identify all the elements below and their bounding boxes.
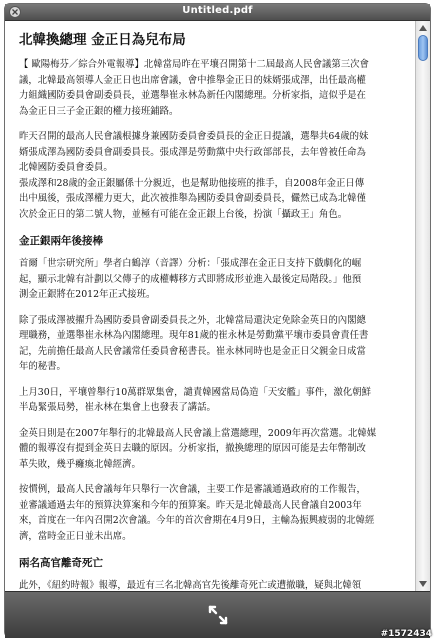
window-title: Untitled.pdf bbox=[182, 5, 253, 16]
section-paragraphs bbox=[19, 256, 407, 544]
text-line: 議，北韓最高領導人金正日也出席會議，會中推舉金正日的妹婿張成澤，出任最高權 bbox=[19, 74, 366, 86]
paragraph bbox=[19, 313, 407, 375]
document-content bbox=[19, 29, 407, 635]
intro-paragraphs bbox=[19, 57, 407, 222]
scroll-down-arrow-icon[interactable] bbox=[418, 579, 428, 589]
text-line: 革失敗，幾乎癱瘓北韓經濟。 bbox=[19, 458, 141, 470]
text-line: 按慣例，最高人民會議每年只舉行一次會議，主要工作是審議通過政府的工作報告， bbox=[19, 484, 366, 495]
text-line: 力組織國防委員會副委員長，並選舉崔永林為新任內閣總理。分析家指，這似乎是在 bbox=[19, 90, 366, 101]
text-line: 張成澤和28歲的金正銀屬係十分親近，也是幫助他接班的推手，自2008年金正日傳 bbox=[19, 177, 365, 189]
article-title: 北韓換總理 金正日為兒布局 bbox=[19, 32, 186, 48]
text-line: 濟，當時金正日並未出席。 bbox=[19, 530, 132, 542]
paragraph bbox=[19, 256, 407, 303]
text-line: 記，先前擔任最高人民會議常任委員會秘書長。崔永林同時也是金正日父親金日成當 bbox=[19, 345, 366, 357]
text-line: 出中風後，張成澤權力更大，此次被推舉為國防委員會副委員長，儼然已成為北韓僅 bbox=[19, 193, 366, 204]
vertical-scrollbar[interactable] bbox=[415, 21, 430, 591]
text-line: 並審議通過去年的預算決算案和今年的預算案。昨天是北韓最高人民會議自2003年 bbox=[19, 499, 362, 511]
text-line: 測金正銀將在2012年正式接班。 bbox=[19, 289, 156, 300]
paragraph bbox=[19, 129, 407, 222]
pdf-viewer-window bbox=[4, 3, 431, 638]
text-line: 【 歐陽梅芬／綜合外電報導】北韓當局昨在平壤召開第十二屆最高人民會議第三次會 bbox=[19, 59, 369, 70]
text-line: 金英日則是在2007年舉行的北韓最高人民會議上當選總理，2009年再次當選。北韓媒 bbox=[19, 427, 377, 439]
document-view[interactable] bbox=[5, 21, 415, 591]
text-line: 次於金正日的第二號人物，並極有可能在金正銀上台後，扮演「攝政王」角色。 bbox=[19, 208, 348, 220]
scroll-thumb[interactable] bbox=[418, 35, 428, 61]
text-line: 昨天召開的最高人民會議根據身兼國防委員會委員長的金正日提議，選舉共64歲的妹 bbox=[19, 131, 369, 142]
watermark-label: #1572434 bbox=[380, 629, 432, 639]
text-line: 北韓國防委員會委員。 bbox=[19, 162, 113, 173]
text-line: 體的報導沒有提到金英日去職的原因。分析家指，撤換總理的原因可能是去年幣制改 bbox=[19, 443, 366, 454]
paragraph bbox=[19, 385, 407, 416]
text-line: 除了張成澤被擢升為國防委員會副委員長之外，北韓當局還決定免除金英日的內閣總 bbox=[19, 314, 366, 326]
text-line: 來，首度在一年內召開2次會議。今年的首次會期在4月9日，主輸為振興疲弱的北韓經 bbox=[19, 515, 375, 526]
paragraph bbox=[19, 426, 407, 473]
fullscreen-icon[interactable] bbox=[207, 604, 229, 626]
text-line: 婿張成澤為國防委員會副委員長。張成澤是勞動黨中央行政部部長，去年曾被任命為 bbox=[19, 146, 366, 158]
text-line: 此外，《紐約時報》報導，最近有三名北韓高官先後離奇死亡或遭撤職，疑與北韓領 bbox=[19, 580, 362, 591]
text-line: 首爾「世宗研究所」學者白鶴淳（音譯）分析：「張成澤在金正日支持下戲劇化的崛 bbox=[19, 258, 362, 269]
paragraph bbox=[19, 57, 407, 119]
text-line: 起，顯示北韓有計劃以父傳子的成權轉移方式即將成形並進入最後定局階段。」他預 bbox=[19, 273, 362, 285]
text-line: 為金正日三子金正銀的權力接班鋪路。 bbox=[19, 105, 179, 117]
bottom-toolbar bbox=[5, 591, 430, 638]
section-heading: 兩名高官離奇死亡 bbox=[19, 557, 103, 569]
paragraph bbox=[19, 482, 407, 544]
section-heading: 金正銀兩年後接棒 bbox=[19, 235, 103, 247]
text-line: 上月30日，平壤曾舉行10萬群眾集會，譴責韓國當局偽造「天安艦」事件，激化朝鮮 bbox=[19, 386, 371, 398]
title-bar[interactable] bbox=[5, 4, 430, 21]
scroll-up-arrow-icon[interactable] bbox=[418, 23, 428, 33]
text-line: 年的秘書。 bbox=[19, 361, 66, 372]
text-line: 理職務，並選舉崔永林為內閣總理。現年81歲的崔永林是勞動黨平壤市委員會責任書 bbox=[19, 330, 369, 341]
text-line: 半島緊張局勢，崔永林在集會上也發表了講話。 bbox=[19, 402, 216, 413]
